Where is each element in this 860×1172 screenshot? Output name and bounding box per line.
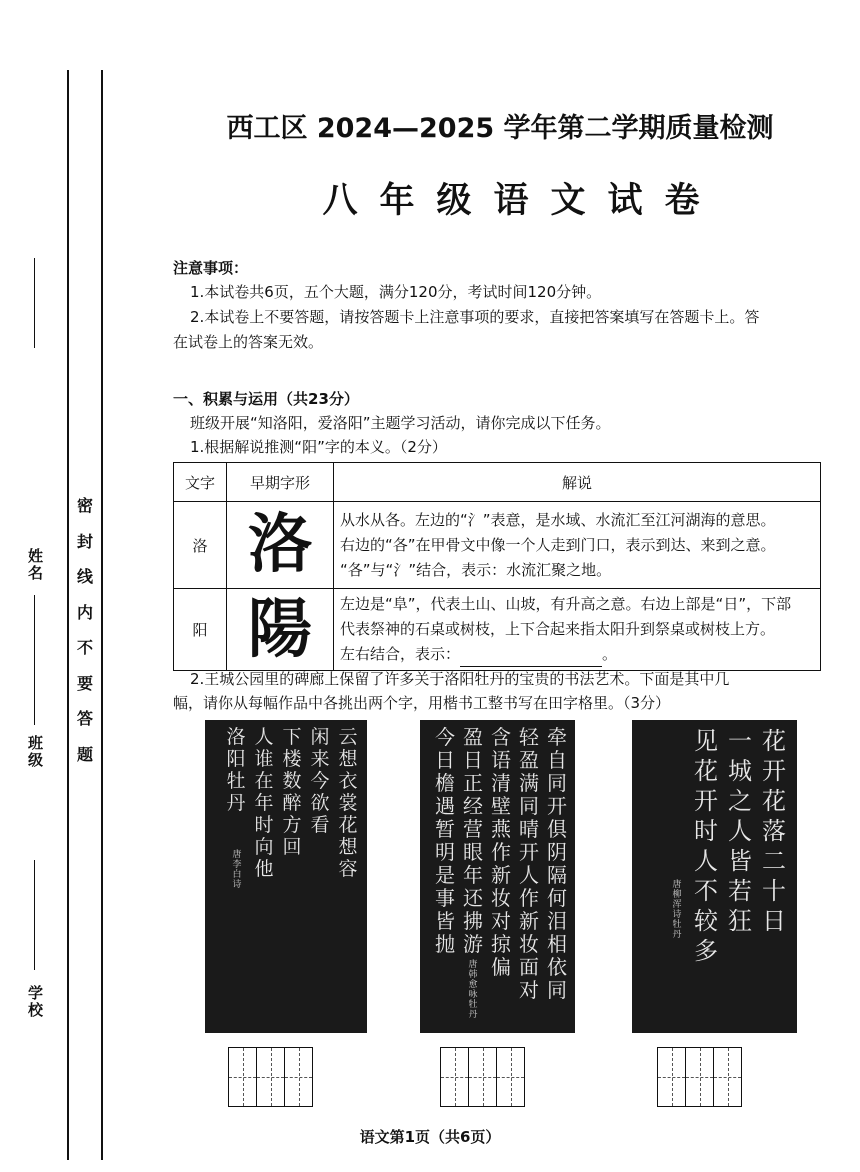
ancient-glyph-image: 洛 <box>248 507 312 582</box>
seal-notice <box>73 488 97 772</box>
explanation-line-answer <box>340 642 814 667</box>
field-char: 姓 <box>28 547 44 565</box>
calligraphy-column: 含语清壁燕作新妆对掠偏 <box>491 725 511 979</box>
calligraphy-signature: 唐柳浑诗牡丹 <box>672 880 682 940</box>
exam-title: 西工区 2024—2025 学年第二学期质量检测 <box>226 113 774 144</box>
explanation-cell <box>334 502 821 589</box>
grid-cell[interactable] <box>229 1048 257 1106</box>
explanation-line: 左边是“阜”，代表土山、山坡，有升高之意。右边上部是“日”，下部 <box>340 595 792 613</box>
school-field-label <box>28 984 44 1019</box>
table-header-cell: 早期字形 <box>227 463 334 502</box>
explanation-line: 代表祭神的石桌或树枝，上下合起来指太阳升到祭桌或树枝上方。 <box>340 620 776 638</box>
seal-char: 密 <box>76 496 93 515</box>
seal-char: 不 <box>76 638 93 657</box>
answer-prefix: 左右结合，表示： <box>340 645 461 663</box>
calligraphy-column: 一城之人皆若狂 <box>728 727 752 935</box>
explanation-line: 右边的“各”在甲骨文中像一个人走到门口，表示到达、来到之意。 <box>340 535 776 554</box>
table-header-cell: 解说 <box>334 463 821 502</box>
grid-cell[interactable] <box>285 1048 312 1106</box>
binding-line-outer <box>67 70 69 1160</box>
calligraphy-column: 下楼数醉方回 <box>282 726 302 858</box>
answer-blank[interactable] <box>460 649 602 667</box>
table-row <box>174 502 821 589</box>
notice-heading: 注意事项： <box>173 259 249 277</box>
calligraphy-rubbing-seal <box>632 720 797 1033</box>
class-blank-line[interactable] <box>34 595 35 725</box>
answer-suffix: 。 <box>602 645 618 663</box>
explanation-line: “各”与“氵”结合，表示：水流汇聚之地。 <box>340 560 612 579</box>
character-table <box>173 462 821 671</box>
calligraphy-signature: 唐韩愈咏牡丹 <box>468 960 478 1020</box>
answer-grid-1[interactable] <box>228 1047 313 1107</box>
calligraphy-column: 牵自同开俱阴隔何泪相依同 <box>547 725 567 1002</box>
calligraphy-signature: 唐李白诗 <box>232 850 242 890</box>
calligraphy-column: 今日檐遇暂明是事皆抛 <box>435 725 455 956</box>
table-cell-char: 阳 <box>174 589 227 671</box>
calligraphy-column: 人谁在年时向他 <box>254 726 274 880</box>
calligraphy-column: 云想衣裳花想容 <box>338 726 358 880</box>
calligraphy-column: 花开花落二十日 <box>762 727 786 935</box>
calligraphy-column: 闲来今欲看 <box>310 726 330 836</box>
calligraphy-column: 盈日正经营眼年还拂游 <box>463 725 483 956</box>
explanation-cell <box>334 589 821 671</box>
table-header-row <box>174 463 821 502</box>
class-field-label <box>28 734 44 769</box>
seal-char: 内 <box>76 602 93 622</box>
exam-subtitle: 八年级语文试卷 <box>322 181 722 221</box>
seal-char: 线 <box>76 567 93 586</box>
calligraphy-column: 见花开时人不较多 <box>694 727 718 965</box>
field-char: 校 <box>28 1001 44 1019</box>
page-footer: 语文第1页（共6页） <box>359 1128 501 1146</box>
name-blank-line[interactable] <box>34 258 35 348</box>
notice-item-2-cont: 在试卷上的答案无效。 <box>173 333 324 351</box>
question-2-cont: 幅，请你从每幅作品中各挑出两个字，用楷书工整书写在田字格里。（3分） <box>173 694 671 712</box>
question-2: 2.王城公园里的碑廊上保留了许多关于洛阳牡丹的宝贵的书法艺术。下面是其中几 <box>190 670 730 688</box>
table-cell-char: 洛 <box>174 502 227 589</box>
field-char: 级 <box>28 751 44 769</box>
section-intro: 班级开展“知洛阳，爱洛阳”主题学习活动，请你完成以下任务。 <box>190 414 611 432</box>
field-char: 名 <box>28 564 44 582</box>
answer-grid-3[interactable] <box>657 1047 742 1107</box>
table-row <box>174 589 821 671</box>
ancient-glyph-image: 陽 <box>248 591 312 667</box>
explanation-line: 从水从各。左边的“氵”表意，是水域、水流汇至江河湖海的意思。 <box>340 510 776 529</box>
field-char: 学 <box>28 984 44 1002</box>
seal-char: 封 <box>76 531 93 551</box>
binding-line-inner <box>101 70 103 1160</box>
question-1: 1.根据解说推测“阳”字的本义。（2分） <box>190 438 447 456</box>
calligraphy-column: 洛阳牡丹 <box>226 726 246 814</box>
grid-cell[interactable] <box>714 1048 741 1106</box>
calligraphy-rubbing-cursive <box>205 720 367 1033</box>
table-header-cell: 文字 <box>174 463 227 502</box>
name-field-label <box>28 547 44 582</box>
seal-char: 答 <box>76 709 93 728</box>
grid-cell[interactable] <box>469 1048 497 1106</box>
seal-char: 要 <box>76 673 93 693</box>
grid-cell[interactable] <box>497 1048 524 1106</box>
grid-cell[interactable] <box>257 1048 285 1106</box>
notice-item-1: 1.本试卷共6页，五个大题，满分120分，考试时间120分钟。 <box>190 283 602 301</box>
grid-cell[interactable] <box>686 1048 714 1106</box>
ancient-glyph-cell <box>227 502 334 589</box>
notice-item-2: 2.本试卷上不要答题，请按答题卡上注意事项的要求，直接把答案填写在答题卡上。答 <box>190 308 760 326</box>
calligraphy-rubbing-clerical <box>420 720 575 1033</box>
grid-cell[interactable] <box>441 1048 469 1106</box>
school-blank-line[interactable] <box>34 860 35 970</box>
field-char: 班 <box>28 734 44 752</box>
grid-cell[interactable] <box>658 1048 686 1106</box>
seal-char: 题 <box>76 744 93 764</box>
ancient-glyph-cell <box>227 589 334 671</box>
section-heading: 一、积累与运用（共23分） <box>173 390 359 408</box>
answer-grid-2[interactable] <box>440 1047 525 1107</box>
calligraphy-column: 轻盈满同晴开人作新妆面对 <box>519 725 539 1002</box>
